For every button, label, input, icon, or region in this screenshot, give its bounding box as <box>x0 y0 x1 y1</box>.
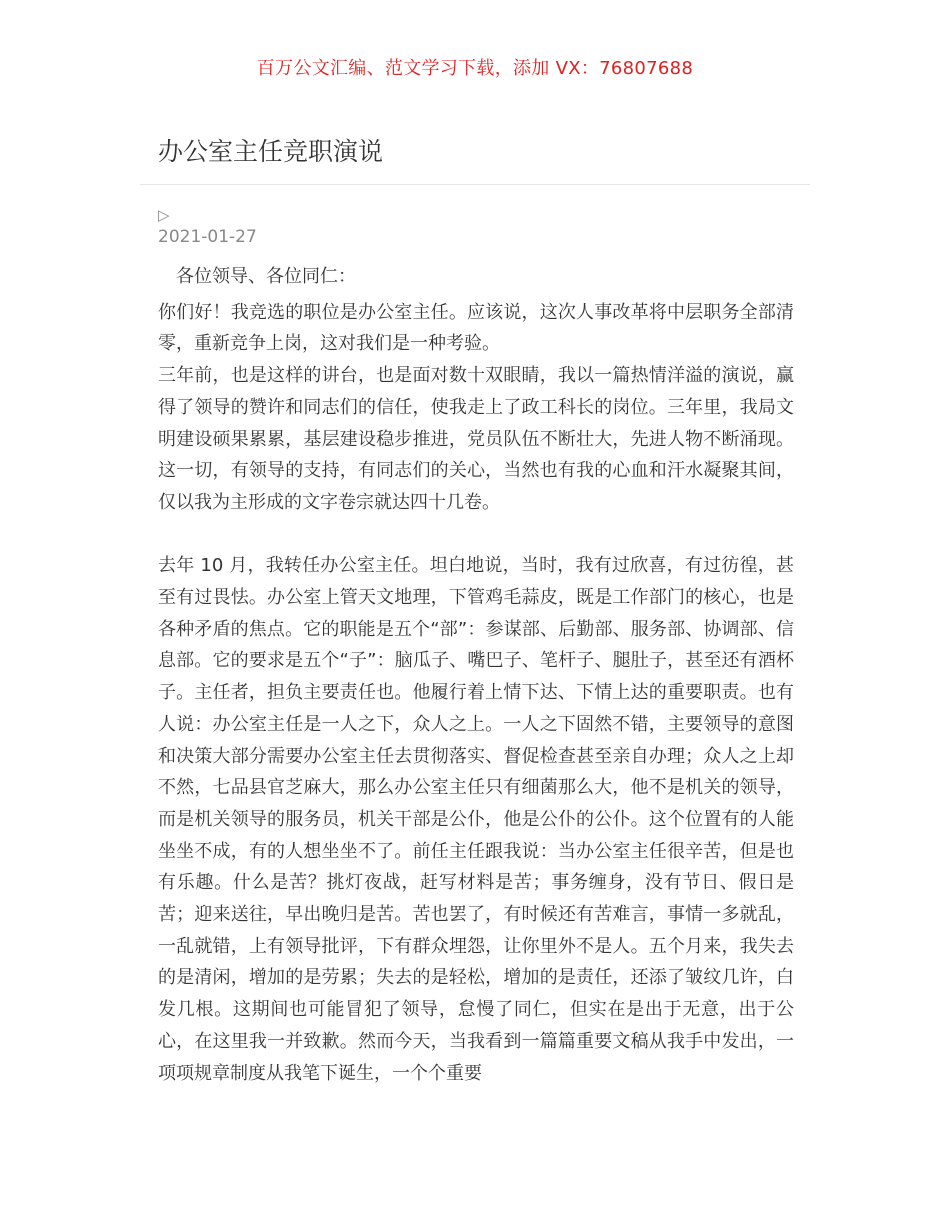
publish-date: 2021-01-27 <box>158 227 257 247</box>
article-meta <box>158 205 794 249</box>
paragraph-spacer <box>158 519 794 551</box>
greeting: 各位领导、各位同仁： <box>176 266 356 287</box>
paragraph: 你们好！我竞选的职位是办公室主任。应该说，这次人事改革将中层职务全部清零，重新竞争上岗，这对我们是一种考验。 <box>158 301 794 355</box>
title-divider <box>140 184 810 185</box>
promo-banner: 百万公文汇编、范文学习下载，添加 VX：76807688 <box>256 58 694 79</box>
paragraph: 去年 10 月，我转任办公室主任。坦白地说，当时，我有过欣喜，有过彷徨，甚至有过畏怯。办公室上管天文地理，下管鸡毛蒜皮，既是工作部门的核心，也是各种矛盾的焦点。它的职能是五个“部”：参谋部、后勤部、服务部、协调部、信息部。它的要求是五个“子”：脑瓜子、嘴巴子、笔杆子、腿肚子，甚至还有酒杯子。主任者，担负主要责任也。他履行着上情下达、下情上达的重要职责。也有人说：办公室主任是一人之下，众人之上。一人之下固然不错，主要领导的意图和决策大部分需要办公室主任去贯彻落实、督促检查甚至亲自办理；众人之上却不然，七品县官芝麻大，那么办公室主任只有细菌那么大，他不是机关的领导，而是机关领导的服务员，机关干部是公仆，他是公仆的公仆。这个位置有的人能坐坐不成，有的人想坐坐不了。前任主任跟我说：当办公室主任很辛苦，但是也有乐趣。什么是苦？挑灯夜战，赶写材料是苦；事务缠身，没有节日、假日是苦；迎来送往，早出晚归是苦。苦也罢了，有时候还有苦难言，事情一多就乱，一乱就错，上有领导批评，下有群众埋怨，让你里外不是人。五个月来，我失去的是清闲，增加的是劳累；失去的是轻松，增加的是责任，还添了皱纹几许，白发几根。这期间也可能冒犯了领导，怠慢了同仁，但实在是出于无意，出于公心，在这里我一并致歉。然而今天，当我看到一篇篇重要文稿从我手中发出，一项项规章制度从我笔下诞生，一个个重要 <box>158 555 794 1084</box>
paragraph: 三年前，也是这样的讲台，也是面对数十双眼睛，我以一篇热情洋溢的演说，赢得了领导的赞许和同志们的信任，使我走上了政工科长的岗位。三年里，我局文明建设硕果累累，基层建设稳步推进，党员队伍不断壮大，先进人物不断涌现。这一切，有领导的支持，有同志们的关心，当然也有我的心血和汗水凝聚其间，仅以我为主形成的文字卷宗就达四十几卷。 <box>158 365 794 513</box>
article-body <box>158 261 794 1089</box>
play-icon[interactable]: ▷ <box>158 206 170 224</box>
article-header <box>158 132 794 172</box>
article-title: 办公室主任竞职演说 <box>158 137 384 166</box>
